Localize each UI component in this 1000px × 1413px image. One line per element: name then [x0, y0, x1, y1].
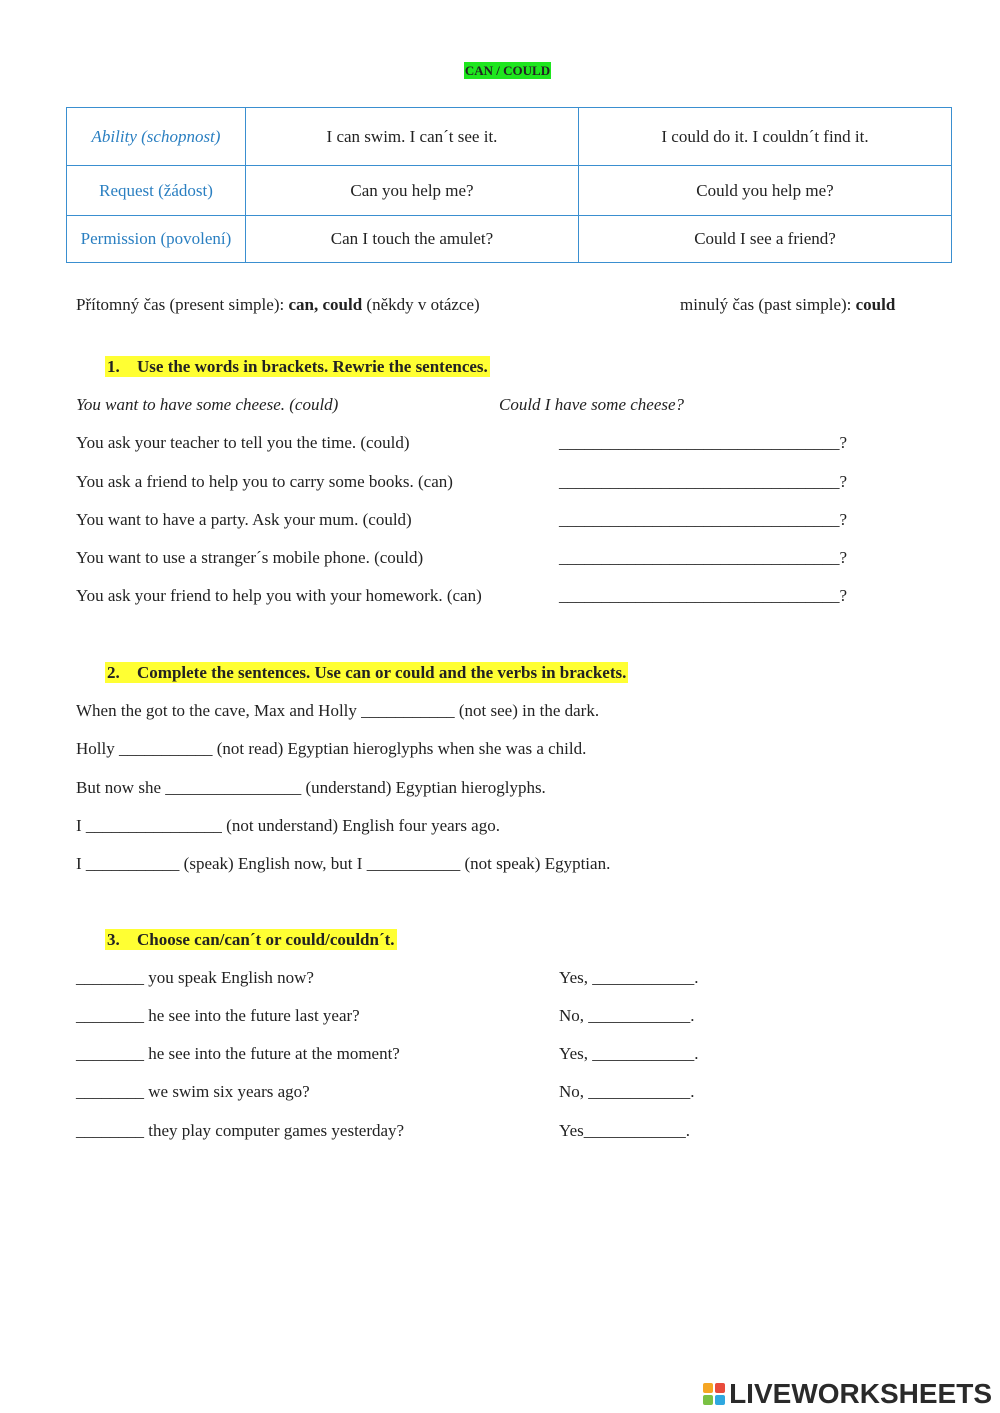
exercise3-question[interactable]: ________ he see into the future last year? — [76, 1006, 360, 1025]
exercise1-answer-blank[interactable]: _________________________________? — [559, 586, 848, 605]
row-label: Permission (povolení) — [67, 216, 246, 263]
exercise3-question[interactable]: ________ we swim six years ago? — [76, 1082, 310, 1101]
exercise1-answer-blank[interactable]: _________________________________? — [559, 548, 848, 567]
exercise2-sentence[interactable]: Holly ___________ (not read) Egyptian hieroglyphs when she was a child. — [76, 739, 587, 758]
exercise3-answer[interactable]: Yes, ____________. — [559, 1044, 699, 1063]
exercise2-heading: 2. Complete the sentences. Use can or could and the verbs in brackets. — [107, 663, 627, 682]
exercise3-answer[interactable]: No, ____________. — [559, 1006, 695, 1025]
exercise1-prompt: You ask your friend to help you with your homework. (can) — [76, 586, 482, 605]
table-row — [67, 216, 952, 263]
exercise2-sentence[interactable]: But now she ________________ (understand) Egyptian hieroglyphs. — [76, 778, 546, 797]
present-cell: Can you help me? — [246, 166, 579, 216]
exercise3-question[interactable]: ________ he see into the future at the moment? — [76, 1044, 400, 1063]
example-prompt: You want to have some cheese. (could) — [76, 395, 339, 414]
past-cell: Could I see a friend? — [579, 216, 952, 263]
logo-text: LIVEWORKSHEETS — [729, 1378, 992, 1409]
exercise1-prompt: You want to have a party. Ask your mum. (could) — [76, 510, 412, 529]
past-cell: Could you help me? — [579, 166, 952, 216]
exercise1-answer-blank[interactable]: _________________________________? — [559, 472, 848, 491]
exercise3-answer[interactable]: Yes, ____________. — [559, 968, 699, 987]
logo-tile — [703, 1395, 713, 1405]
logo-tile — [715, 1383, 725, 1393]
liveworksheets-logo — [703, 1378, 992, 1410]
row-label: Request (žádost) — [67, 166, 246, 216]
present-tense-note: Přítomný čas (present simple): can, could (někdy v otázce) — [76, 295, 480, 314]
present-cell: Can I touch the amulet? — [246, 216, 579, 263]
exercise3-heading: 3. Choose can/can´t or could/couldn´t. — [107, 930, 395, 949]
grammar-table — [66, 107, 952, 263]
exercise1-prompt: You ask a friend to help you to carry some books. (can) — [76, 472, 453, 491]
present-cell: I can swim. I can´t see it. — [246, 108, 579, 166]
logo-tile — [715, 1395, 725, 1405]
logo-tile — [703, 1383, 713, 1393]
exercise3-answer[interactable]: Yes____________. — [559, 1121, 690, 1140]
row-label: Ability (schopnost) — [67, 108, 246, 166]
exercise2-sentence[interactable]: When the got to the cave, Max and Holly ___________ (not see) in the dark. — [76, 701, 600, 720]
exercise3-question[interactable]: ________ they play computer games yesterday? — [76, 1121, 405, 1140]
table-row — [67, 166, 952, 216]
worksheet-title: CAN / COULD — [464, 63, 551, 78]
exercise2-sentence[interactable]: I ________________ (not understand) English four years ago. — [76, 816, 500, 835]
exercise3-question[interactable]: ________ you speak English now? — [76, 968, 314, 987]
example-answer: Could I have some cheese? — [499, 395, 685, 414]
exercise1-prompt: You ask your teacher to tell you the time. (could) — [76, 433, 410, 452]
exercise3-answer[interactable]: No, ____________. — [559, 1082, 695, 1101]
past-cell: I could do it. I couldn´t find it. — [579, 108, 952, 166]
exercise2-sentence[interactable]: I ___________ (speak) English now, but I ___________ (not speak) Egyptian. — [76, 854, 611, 873]
exercise1-answer-blank[interactable]: _________________________________? — [559, 510, 848, 529]
exercise1-heading: 1. Use the words in brackets. Rewrie the sentences. — [107, 357, 488, 376]
exercise1-prompt: You want to use a stranger´s mobile phone. (could) — [76, 548, 424, 567]
past-tense-note: minulý čas (past simple): could — [680, 295, 896, 314]
exercise1-answer-blank[interactable]: _________________________________? — [559, 433, 848, 452]
logo-icon — [703, 1383, 725, 1405]
table-row — [67, 108, 952, 166]
